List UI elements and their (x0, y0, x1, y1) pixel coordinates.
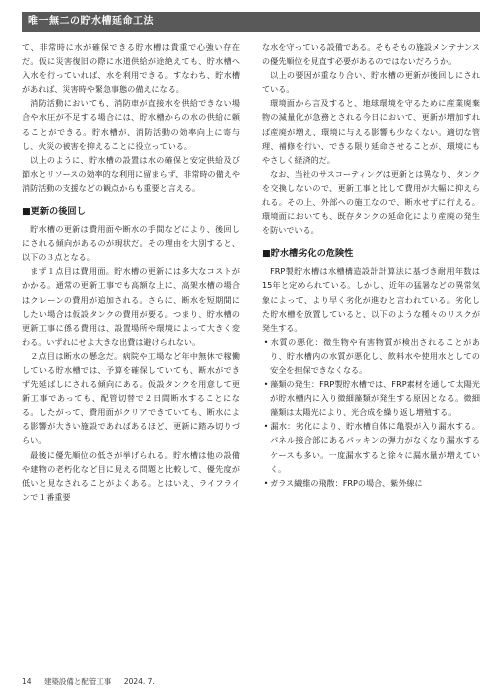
bullet-marker: • (263, 336, 269, 347)
page-number: 14 (22, 677, 32, 686)
left-column (22, 40, 240, 504)
article-title: 唯一無二の貯水槽延命工法 (28, 16, 154, 27)
magazine-name: 建築設備と配管工事 (43, 677, 112, 686)
risk-list (262, 335, 480, 490)
page-footer (22, 676, 165, 687)
paragraph: 環境面から言及すると、地球環境を守るために産業廃棄物の減量化が急務とされる今日において、更新が増加すれば産廃が増え、環境に与える影響も少なくない。適切な管理、補修を行い、できる限り延命させることが、環境にもやさしく経済的だ。 (262, 98, 480, 165)
bullet-marker: • (263, 477, 269, 488)
section-heading-risk: ■貯水槽劣化の危険性 (262, 248, 354, 260)
bullet-marker: • (263, 421, 269, 432)
paragraph: 最後に優先順位の低さが挙げられる。貯水槽は他の設備や建物の老朽化など目に見える問題と比較して、優先度が低いと見なされることがよくある。とはいえ、ライフラインで１番重要 (22, 449, 240, 502)
paragraph: て、非常時に水が確保できる貯水槽は貴重で心強い存在だ。仮に災害復旧の際に水道供給が途絶えても、貯水槽へ入水を行っていれば、水を利用できる。すなわち、貯水槽があれば、災害時や緊急事態の備えになる。 (22, 42, 240, 95)
list-item-text: 藻類の発生：FRP製貯水槽では、FRP素材を通して太陽光が貯水槽内に入り微細藻類が発生する原因となる。微細藻類は太陽光により、光合成を繰り返し増殖する。 (270, 379, 480, 418)
list-item (262, 377, 480, 419)
list-item-text: 漏水：劣化により、貯水槽自体に亀裂が入り漏水する。パネル接合部にあるパッキンの弾力がなくなり漏水するケースも多い。一度漏水すると徐々に漏水量が増えていく。 (270, 421, 480, 474)
list-item (262, 476, 480, 490)
paragraph: ２点目は断水の懸念だ。病院や工場など年中無休で稼働している貯水槽では、予算を確保していても、断水ができず先延ばしにされる傾向にある。仮設タンクを用意して更新工事であっても、配管切替で２日間断水することになる。したがって、費用面がクリアできていても、断水による影響が大きい施設であればあるほど、更新に踏み切りづらい。 (22, 350, 240, 446)
paragraph: FRP製貯水槽は水槽構造設計計算法に基づき耐用年数は15年と定められている。しかし、近年の猛暑などの異常気象によって、より早く劣化が進むと言われている。劣化した貯水槽を放置していると、以下のような種々のリスクが発生する。 (262, 266, 480, 333)
article-title-bar (22, 12, 480, 32)
paragraph: 消防活動においても、消防車が直接水を供給できない場合や水圧が不足する場合には、貯水槽からの水の供給に頼ることができる。貯水槽が、消防活動の効率向上に寄与し、火災の被害を抑えることに役立っている。 (22, 98, 240, 151)
paragraph: 以上の要因が重なり合い、貯水槽の更新が後回しにされている。 (262, 70, 480, 95)
paragraph: な水を守っている設備である。そもそもの施設メンテナンスの優先順位を見直す必要があるのではないだろうか。 (262, 42, 480, 67)
list-item-text: ガラス繊維の飛散：FRPの場合、紫外線に (270, 477, 423, 488)
list-item (262, 335, 480, 377)
paragraph: まず１点目は費用面。貯水槽の更新には多大なコストがかかる。通常の更新工事でも高額な上に、高架水槽の場合はクレーンの費用が追加される。さらに、断水を短期間にしたい場合は仮設タンクの費用が要る。つまり、貯水槽の更新工事に係る費用は、設置場所や環境によって大きく変わる。いずれにせよ大きな出費は避けられない。 (22, 266, 240, 347)
paragraph: なお、当社のサスコーティングは更新とは異なり、タンクを交換しないので、更新工事と比して費用が大幅に抑えられる。その上、外部への施工なので、断水せずに行える。環境面においても、既存タンクの延命化により産廃の発生を防いでいる。 (262, 168, 480, 236)
bullet-marker: • (263, 379, 269, 390)
right-column (262, 40, 480, 490)
list-item-text: 水質の悪化：微生物や有害物質が検出されることがあり、貯水槽内の水質が悪化し、飲料水や使用水としての安全を担保できなくなる。 (270, 336, 480, 375)
paragraph: 貯水槽の更新は費用面や断水の手間などにより、後回しにされる傾向があるのが現状だ。その理由を大別すると、以下の３点となる。 (22, 224, 240, 263)
paragraph: 以上のように、貯水槽の設置は水の確保と安定供給及び節水とリソースの効率的な利用に留まらず、非常時の備えや消防活動の支援などの観点からも重要と言える。 (22, 154, 240, 193)
section-heading-update: ■更新の後回し (22, 206, 86, 218)
issue-date: 2024. 7. (123, 677, 155, 686)
list-item (262, 419, 480, 475)
